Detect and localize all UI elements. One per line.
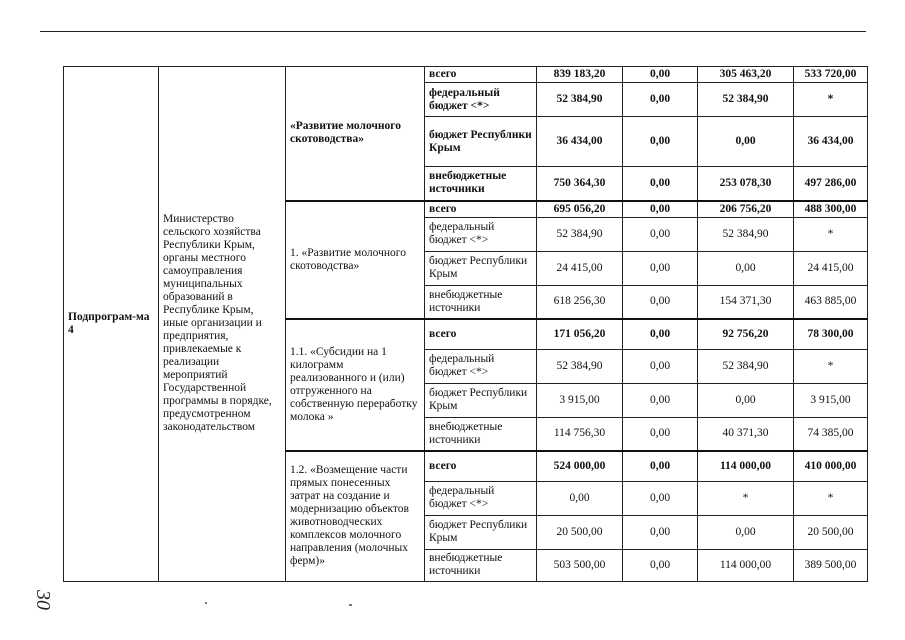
block-name: 1. «Развитие молочного скотоводства» — [286, 201, 425, 320]
value-col3: * — [698, 481, 794, 515]
value-col4: 497 286,00 — [794, 167, 868, 201]
funding-source: всего — [425, 67, 537, 83]
value-col3: 305 463,20 — [698, 67, 794, 83]
value-col2: 0,00 — [623, 251, 698, 285]
funding-source: бюджет Республики Крым — [425, 383, 537, 417]
value-col2: 0,00 — [623, 285, 698, 319]
value-col3: 40 371,30 — [698, 417, 794, 451]
value-col2: 0,00 — [623, 201, 698, 218]
block-name: 1.1. «Субсидии на 1 килограмм реализованного и (или) отгруженного на собственную переработку молока » — [286, 319, 425, 451]
header-rule — [40, 31, 866, 32]
value-col4: 78 300,00 — [794, 319, 868, 349]
funding-source: федеральный бюджет <*> — [425, 83, 537, 117]
value-col4: * — [794, 217, 868, 251]
value-col4: 488 300,00 — [794, 201, 868, 218]
value-total: 52 384,90 — [537, 217, 623, 251]
page-number: 30 — [32, 590, 54, 610]
value-total: 524 000,00 — [537, 451, 623, 481]
value-col4: 36 434,00 — [794, 117, 868, 167]
value-col3: 114 000,00 — [698, 549, 794, 581]
value-col4: 20 500,00 — [794, 515, 868, 549]
value-total: 503 500,00 — [537, 549, 623, 581]
value-col3: 253 078,30 — [698, 167, 794, 201]
funding-source: внебюджетные источники — [425, 285, 537, 319]
value-col4: 24 415,00 — [794, 251, 868, 285]
value-col2: 0,00 — [623, 481, 698, 515]
value-col3: 0,00 — [698, 251, 794, 285]
value-col4: * — [794, 481, 868, 515]
value-col3: 52 384,90 — [698, 349, 794, 383]
value-col4: 74 385,00 — [794, 417, 868, 451]
value-col3: 0,00 — [698, 515, 794, 549]
value-total: 3 915,00 — [537, 383, 623, 417]
value-col3: 154 371,30 — [698, 285, 794, 319]
funding-source: всего — [425, 201, 537, 218]
value-col3: 52 384,90 — [698, 217, 794, 251]
value-total: 52 384,90 — [537, 349, 623, 383]
subprogram-label: Подпрограм-ма 4 — [64, 67, 159, 582]
value-total: 171 056,20 — [537, 319, 623, 349]
value-col2: 0,00 — [623, 515, 698, 549]
funding-source: бюджет Республики Крым — [425, 117, 537, 167]
value-total: 114 756,30 — [537, 417, 623, 451]
value-total: 52 384,90 — [537, 83, 623, 117]
funding-source: федеральный бюджет <*> — [425, 349, 537, 383]
value-col2: 0,00 — [623, 319, 698, 349]
value-col2: 0,00 — [623, 217, 698, 251]
value-col2: 0,00 — [623, 417, 698, 451]
value-col2: 0,00 — [623, 349, 698, 383]
value-total: 0,00 — [537, 481, 623, 515]
funding-source: внебюджетные источники — [425, 417, 537, 451]
value-total: 20 500,00 — [537, 515, 623, 549]
value-total: 839 183,20 — [537, 67, 623, 83]
value-col4: * — [794, 349, 868, 383]
value-col2: 0,00 — [623, 167, 698, 201]
funding-source: бюджет Республики Крым — [425, 515, 537, 549]
scan-speck — [349, 604, 352, 606]
value-total: 695 056,20 — [537, 201, 623, 218]
value-total: 618 256,30 — [537, 285, 623, 319]
funding-source: бюджет Республики Крым — [425, 251, 537, 285]
value-col2: 0,00 — [623, 451, 698, 481]
value-col2: 0,00 — [623, 67, 698, 83]
funding-source: федеральный бюджет <*> — [425, 481, 537, 515]
value-col3: 0,00 — [698, 117, 794, 167]
funding-source: внебюджетные источники — [425, 167, 537, 201]
value-col3: 206 756,20 — [698, 201, 794, 218]
value-total: 36 434,00 — [537, 117, 623, 167]
funding-source: всего — [425, 319, 537, 349]
funding-source: внебюджетные источники — [425, 549, 537, 581]
value-col3: 114 000,00 — [698, 451, 794, 481]
value-total: 750 364,30 — [537, 167, 623, 201]
value-col4: 410 000,00 — [794, 451, 868, 481]
funding-table — [63, 66, 868, 582]
value-col4: * — [794, 83, 868, 117]
value-total: 24 415,00 — [537, 251, 623, 285]
value-col3: 0,00 — [698, 383, 794, 417]
value-col2: 0,00 — [623, 549, 698, 581]
scan-speck — [205, 602, 207, 604]
executor-cell: Министерство сельского хозяйства Республики Крым, органы местного самоуправления муниципальных образований в Республике Крым, иные организации и предприятия, привлекаемые к реализации мероприятий Государственной программы в порядке, предусмотренном законодательством — [159, 67, 286, 582]
value-col4: 533 720,00 — [794, 67, 868, 83]
value-col4: 463 885,00 — [794, 285, 868, 319]
funding-source: всего — [425, 451, 537, 481]
value-col2: 0,00 — [623, 383, 698, 417]
value-col4: 3 915,00 — [794, 383, 868, 417]
value-col3: 92 756,20 — [698, 319, 794, 349]
value-col4: 389 500,00 — [794, 549, 868, 581]
value-col2: 0,00 — [623, 117, 698, 167]
value-col3: 52 384,90 — [698, 83, 794, 117]
block-name: 1.2. «Возмещение части прямых понесенных затрат на создание и модернизацию объектов животноводческих комплексов молочного направления (молочных ферм)» — [286, 451, 425, 581]
block-name: «Развитие молочного скотоводства» — [286, 67, 425, 201]
funding-source: федеральный бюджет <*> — [425, 217, 537, 251]
value-col2: 0,00 — [623, 83, 698, 117]
